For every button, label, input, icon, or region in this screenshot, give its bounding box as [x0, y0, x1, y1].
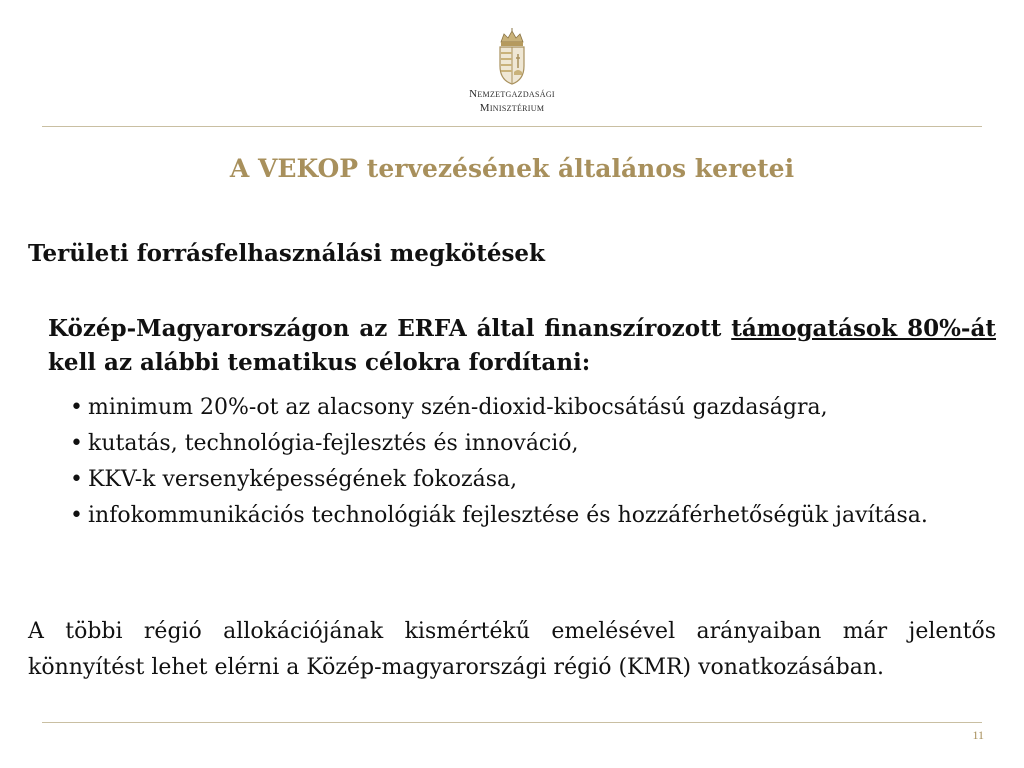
ministry-name-line1: Nemzetgazdasági — [469, 88, 555, 100]
section-heading: Területi forrásfelhasználási megkötések — [28, 240, 545, 267]
bullet-icon: • — [70, 395, 83, 420]
hungarian-coat-of-arms-icon — [495, 28, 529, 86]
bullet-list — [70, 390, 996, 534]
bullet-icon: • — [70, 467, 83, 492]
intro-paragraph — [48, 312, 996, 380]
ministry-name-line2: Minisztérium — [479, 102, 545, 114]
bottom-divider — [42, 722, 982, 723]
bullet-icon: • — [70, 503, 83, 528]
list-item-text: infokommunikációs technológiák fejlesztése és hozzáférhetőségük javítása. — [88, 503, 928, 528]
closing-paragraph: A többi régió allokációjának kismértékű emelésével arányaiban már jelentős könnyítést lehet elérni a Közép-magyarországi régió (KMR) vonatkozásában. — [28, 619, 996, 680]
list-item — [70, 390, 996, 426]
intro-underlined-text: támogatások 80%-át — [731, 315, 997, 342]
slide-title: A VEKOP tervezésének általános keretei — [229, 154, 795, 183]
ministry-logo — [0, 28, 1024, 114]
list-item — [70, 462, 996, 498]
bullet-icon: • — [70, 431, 83, 456]
list-item-text: kutatás, technológia-fejlesztés és innováció, — [88, 431, 579, 456]
intro-text-part1: Közép-Magyarországon az ERFA által finanszírozott — [48, 315, 732, 342]
list-item — [70, 426, 996, 462]
page-number: 11 — [972, 728, 984, 742]
top-divider — [42, 126, 982, 127]
list-item-text: KKV-k versenyképességének fokozása, — [88, 467, 518, 492]
list-item — [70, 498, 996, 534]
intro-text-part2: kell az alábbi tematikus célokra fordítani: — [48, 349, 591, 376]
list-item-text: minimum 20%-ot az alacsony szén-dioxid-kibocsátású gazdaságra, — [88, 395, 828, 420]
